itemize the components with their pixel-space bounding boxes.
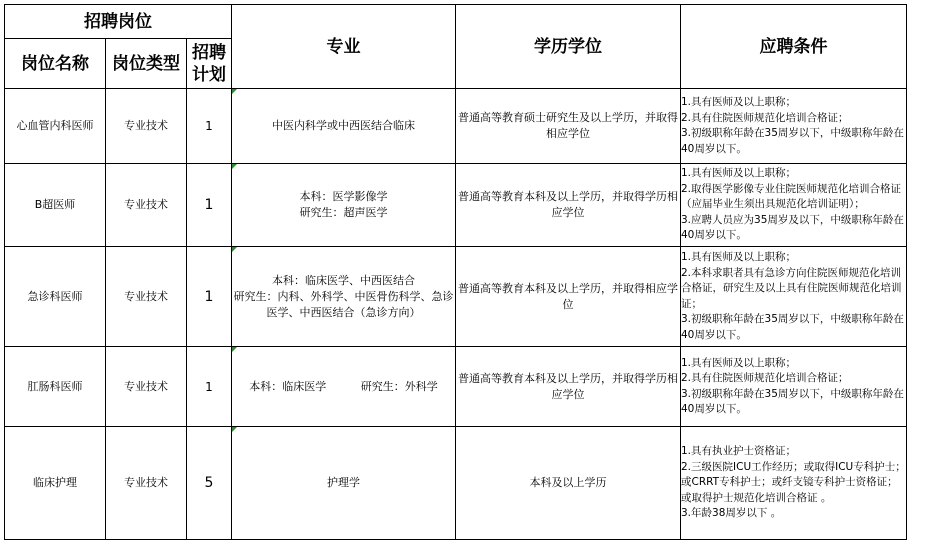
requirement-line: 3.初级职称年龄在35周岁以下，中级职称年龄在40周岁以下。 <box>681 127 904 155</box>
education-cell: 本科及以上学历 <box>456 427 681 540</box>
requirements-cell <box>681 347 907 427</box>
major-line: 研究生：超声医学 <box>299 206 388 219</box>
requirements-cell <box>681 89 907 164</box>
recruitment-table <box>4 4 907 540</box>
requirement-line: 1.具有医师及以上职称； <box>681 356 797 369</box>
requirement-line: 2.三级医院ICU工作经历；或取得ICU专科护士；或CRRT专科护士；或纤支镜专科护士资格证；或取得护士规范化培训合格证 。 <box>681 460 906 504</box>
position-name: B超医师 <box>5 164 106 247</box>
major-line: 本科：临床医学、中西医结合 <box>272 273 415 287</box>
major-cell <box>232 89 456 164</box>
requirements-cell <box>681 164 907 247</box>
major-line: 中医内科学或中西医结合临床 <box>272 119 415 132</box>
position-type: 专业技术 <box>106 347 187 427</box>
requirement-line: 1.具有执业护士资格证； <box>681 445 797 458</box>
major-cell <box>232 247 456 347</box>
major-cell <box>232 427 456 540</box>
table-row <box>5 427 907 540</box>
position-type: 专业技术 <box>106 247 187 347</box>
major-line: 护理学 <box>327 476 360 489</box>
position-name: 急诊科医师 <box>5 247 106 347</box>
plan-count: 1 <box>187 347 232 427</box>
major-line: 本科：临床医学 <box>249 379 327 393</box>
major-line: 本科：医学影像学 <box>299 190 388 203</box>
requirement-line: 3.年龄38周岁以下 。 <box>681 507 782 520</box>
header-group: 招聘岗位 <box>5 5 232 39</box>
major-line: 研究生：内科、外科学、中医骨伤科学、急诊医学、中西医结合（急诊方向） <box>233 289 454 319</box>
requirement-line: 1.具有医师及以上职称； <box>681 96 797 108</box>
position-type: 专业技术 <box>106 89 187 164</box>
requirement-line: 1.具有医师及以上职称； <box>681 251 797 263</box>
header-requirements: 应聘条件 <box>681 5 907 89</box>
position-name: 心血管内科医师 <box>5 89 106 164</box>
position-name: 临床护理 <box>5 427 106 540</box>
position-type: 专业技术 <box>106 427 187 540</box>
position-type: 专业技术 <box>106 164 187 247</box>
header-position-name: 岗位名称 <box>5 39 106 89</box>
education-cell: 普通高等教育本科及以上学历，并取得学历相应学位 <box>456 164 681 247</box>
education-cell: 普通高等教育硕士研究生及以上学历，并取得相应学位 <box>456 89 681 164</box>
plan-count: 5 <box>187 427 232 540</box>
education-cell: 普通高等教育本科及以上学历，并取得学历相应学位 <box>456 347 681 427</box>
header-education: 学历学位 <box>456 5 681 89</box>
requirement-line: 2.本科求职者具有急诊方向住院医师规范化培训合格证，研究生及以上具有住院医师规范化培训证； <box>681 266 902 310</box>
education-cell: 普通高等教育本科及以上学历，并取得相应学位 <box>456 247 681 347</box>
header-major: 专业 <box>232 5 456 89</box>
table-row <box>5 164 907 247</box>
requirements-cell <box>681 427 907 540</box>
requirement-line: 3.初级职称年龄在35周岁以下，中级职称年龄在40周岁以下。 <box>681 387 904 415</box>
table-row <box>5 347 907 427</box>
requirements-cell <box>681 247 907 347</box>
major-inline <box>232 379 455 395</box>
requirement-line: 2.取得医学影像专业住院医师规范化培训合格证（应届毕业生须出具规范化培训证明）； <box>681 182 902 211</box>
major-cell <box>232 164 456 247</box>
table-row <box>5 89 907 164</box>
major-cell <box>232 347 456 427</box>
requirement-line: 2.具有住院医师规范化培训合格证； <box>681 372 849 384</box>
position-name: 肛肠科医师 <box>5 347 106 427</box>
requirement-line: 1.具有医师及以上职称； <box>681 167 797 180</box>
plan-count: 1 <box>187 247 232 347</box>
requirement-line: 3.应聘人员应为35周岁及以下，中级职称年龄在40周岁以下。 <box>681 213 904 242</box>
header-position-type: 岗位类型 <box>106 39 187 89</box>
plan-count: 1 <box>187 89 232 164</box>
requirement-line: 3.初级职称年龄在35周岁以下，中级职称年龄在40周岁以下。 <box>681 313 904 341</box>
header-plan: 招聘 计划 <box>187 39 232 89</box>
major-line: 研究生：外科学 <box>360 379 438 393</box>
requirement-line: 2.具有住院医师规范化培训合格证； <box>681 111 849 124</box>
table-row <box>5 247 907 347</box>
plan-count: 1 <box>187 164 232 247</box>
